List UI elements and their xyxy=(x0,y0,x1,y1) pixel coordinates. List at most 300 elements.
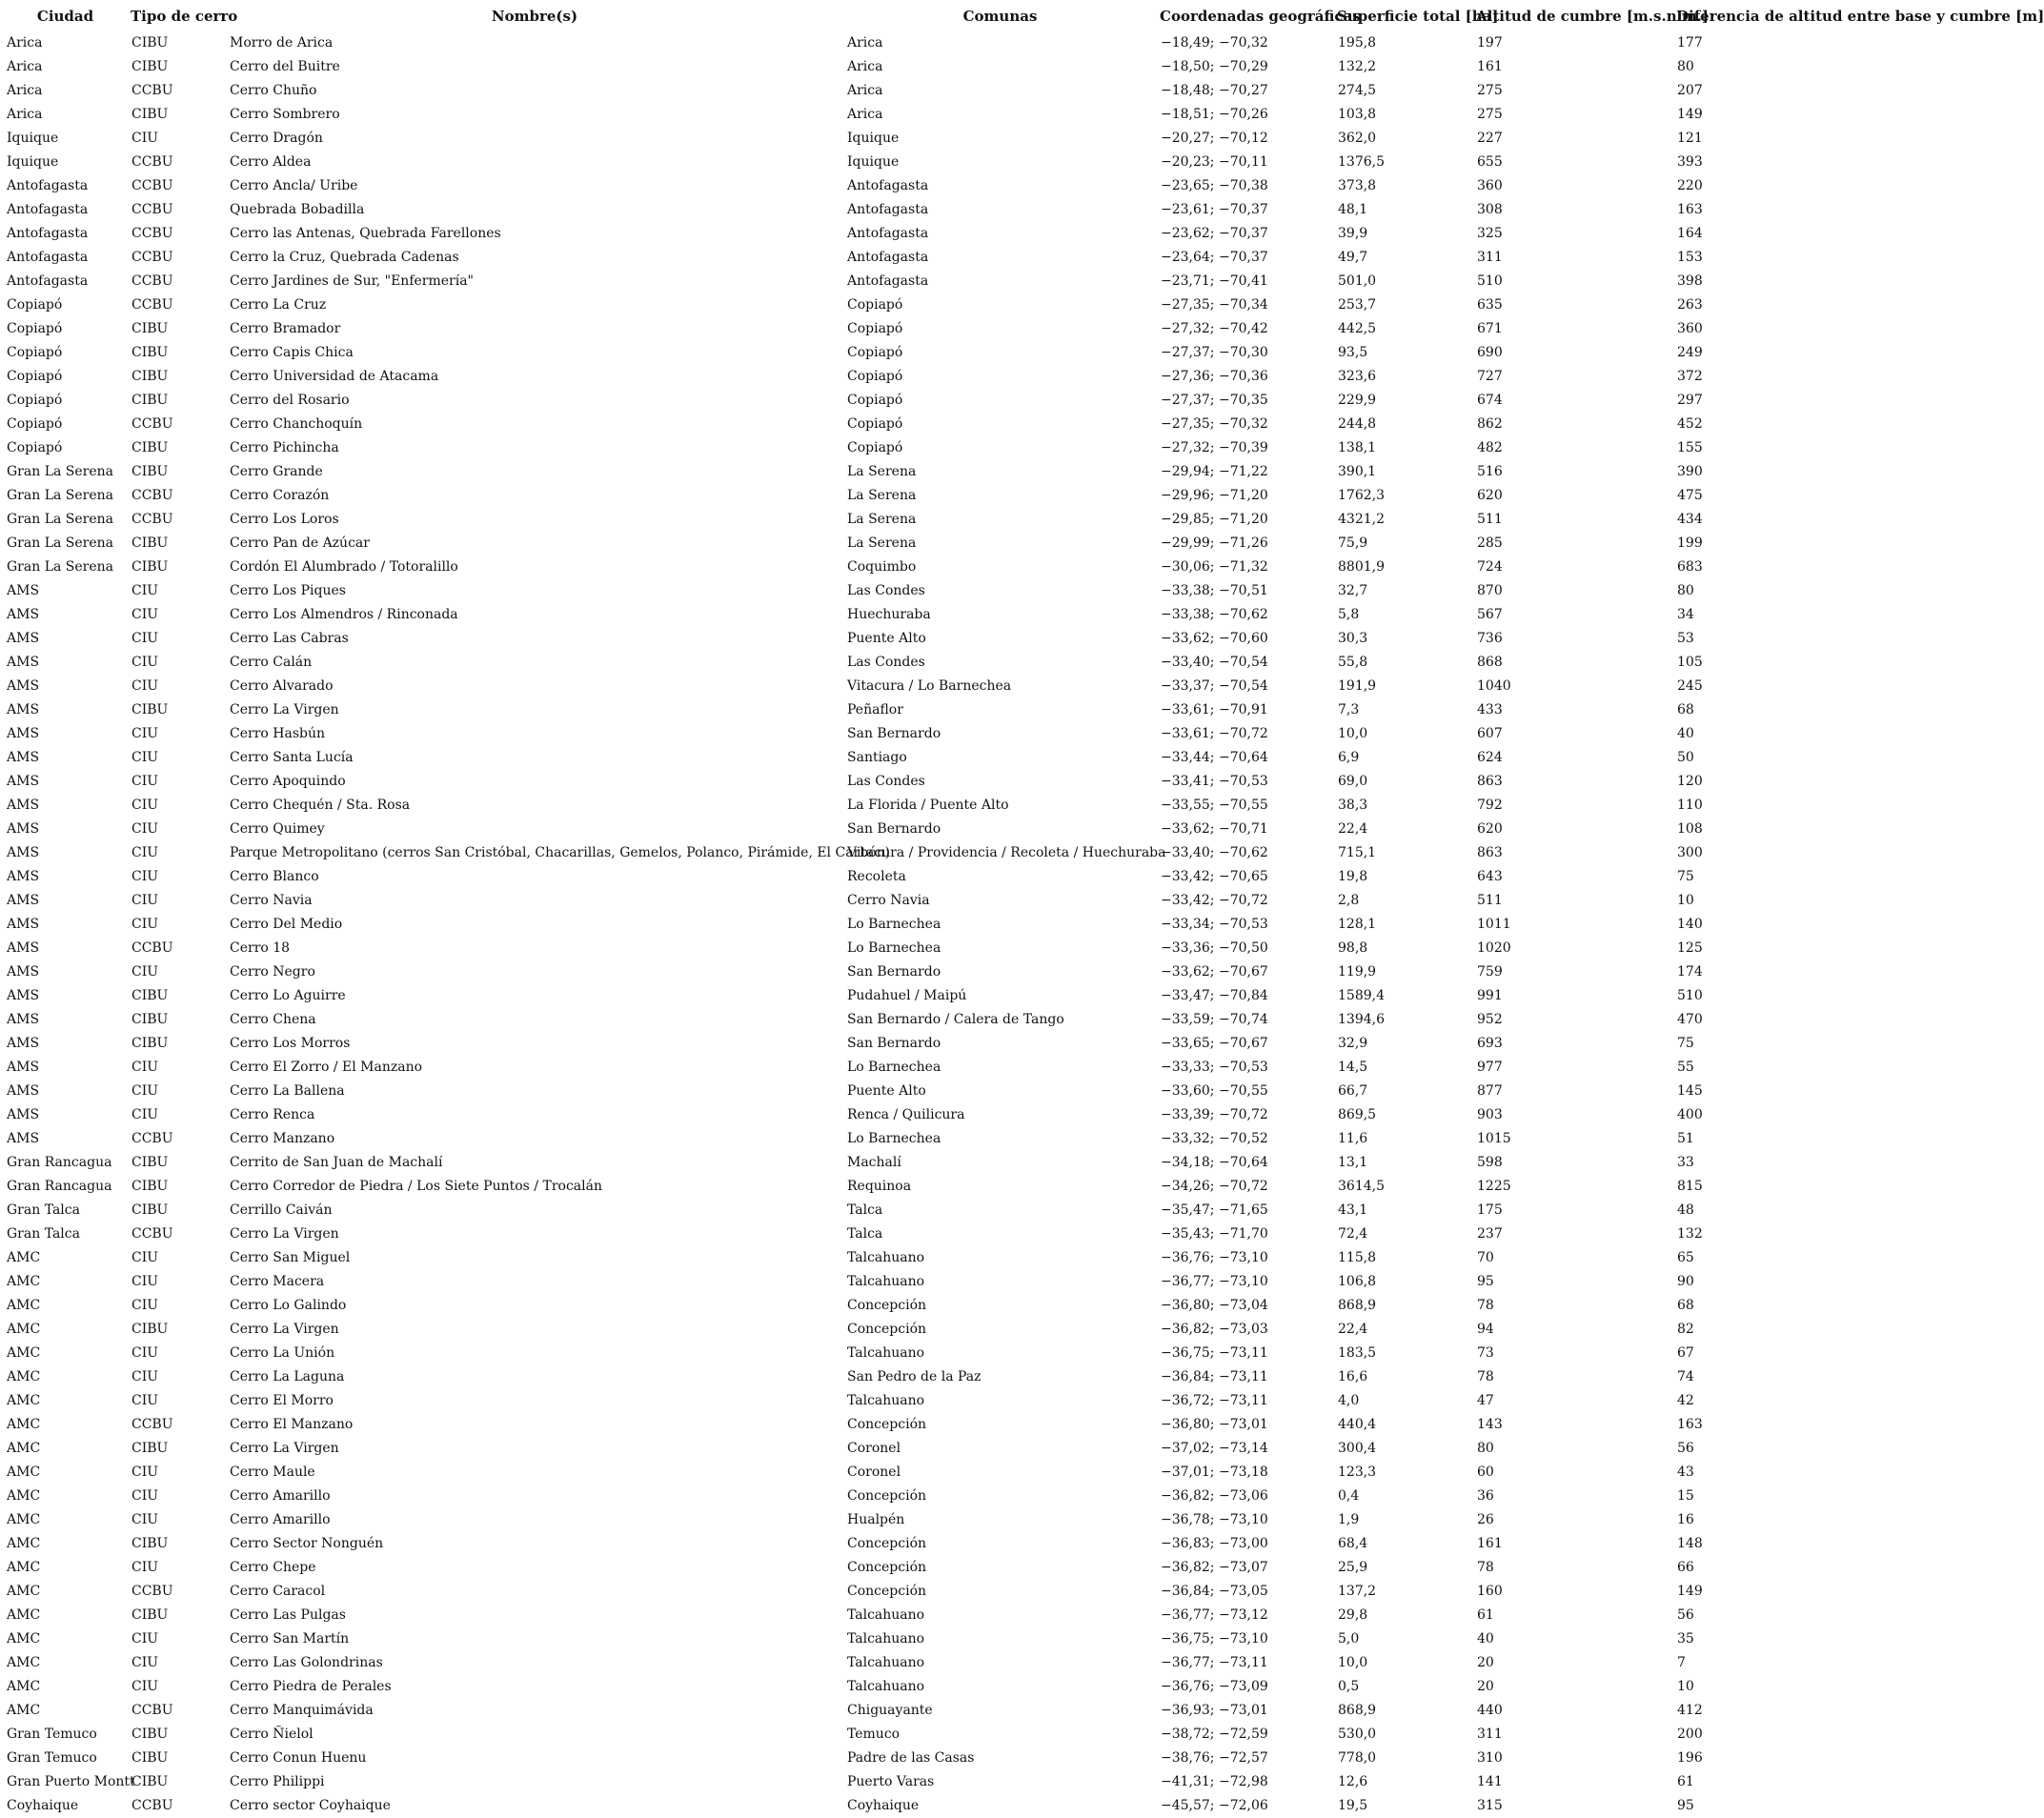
cell-diferencia: 199 xyxy=(1677,535,1703,551)
cell-diferencia: 149 xyxy=(1677,1584,1703,1599)
cell-coordenadas: −33,44; −70,64 xyxy=(1161,750,1268,765)
cell-comunas: Iquique xyxy=(847,154,900,170)
cell-nombre: Quebrada Bobadilla xyxy=(230,202,365,217)
cell-coordenadas: −36,80; −73,01 xyxy=(1161,1417,1268,1432)
table-row xyxy=(0,222,1988,246)
cell-ciudad: AMS xyxy=(7,631,40,646)
cell-superficie: 390,1 xyxy=(1338,464,1377,479)
cell-coordenadas: −29,85; −71,20 xyxy=(1161,512,1268,527)
cell-comunas: San Bernardo xyxy=(847,964,941,980)
cell-coordenadas: −38,76; −72,57 xyxy=(1161,1750,1268,1766)
cell-nombre: Cerro Pichincha xyxy=(230,440,339,455)
cell-comunas: Las Condes xyxy=(847,655,925,670)
cell-comunas: Talcahuano xyxy=(847,1631,925,1646)
cell-ciudad: AMS xyxy=(7,1060,40,1075)
cell-altitud: 47 xyxy=(1477,1393,1494,1408)
cell-coordenadas: −38,72; −72,59 xyxy=(1161,1727,1268,1742)
cell-comunas: Arica xyxy=(847,83,883,98)
cell-tipo: CCBU xyxy=(132,202,173,217)
cell-nombre: Cerro Renca xyxy=(230,1107,315,1122)
cell-nombre: Cerro Las Cabras xyxy=(230,631,349,646)
cell-comunas: Puerto Varas xyxy=(847,1774,935,1789)
cell-ciudad: Gran Talca xyxy=(7,1226,80,1242)
cell-coordenadas: −33,38; −70,62 xyxy=(1161,607,1268,622)
cell-superficie: 39,9 xyxy=(1338,226,1368,241)
cell-ciudad: AMC xyxy=(7,1512,41,1527)
table-row xyxy=(0,532,1988,556)
cell-tipo: CIBU xyxy=(132,464,169,479)
table-row xyxy=(0,1556,1988,1580)
cell-coordenadas: −35,47; −71,65 xyxy=(1161,1202,1268,1218)
cell-comunas: Renca / Quilicura xyxy=(847,1107,965,1122)
cell-coordenadas: −33,32; −70,52 xyxy=(1161,1131,1268,1146)
cell-coordenadas: −33,62; −70,60 xyxy=(1161,631,1268,646)
cell-ciudad: AMC xyxy=(7,1560,41,1575)
cell-diferencia: 683 xyxy=(1677,559,1703,575)
cell-coordenadas: −36,80; −73,04 xyxy=(1161,1298,1268,1313)
cell-altitud: 1015 xyxy=(1477,1131,1511,1146)
cell-comunas: Talcahuano xyxy=(847,1655,925,1670)
table-row xyxy=(0,770,1988,794)
cell-comunas: La Serena xyxy=(847,488,917,503)
cell-coordenadas: −36,76; −73,10 xyxy=(1161,1250,1268,1265)
cell-superficie: 19,5 xyxy=(1338,1798,1368,1813)
cell-coordenadas: −41,31; −72,98 xyxy=(1161,1774,1268,1789)
cell-ciudad: AMC xyxy=(7,1250,41,1265)
cell-coordenadas: −33,34; −70,53 xyxy=(1161,917,1268,932)
cell-nombre: Cerro Del Medio xyxy=(230,917,343,932)
cell-tipo: CCBU xyxy=(132,297,173,313)
cell-ciudad: AMC xyxy=(7,1393,41,1408)
cell-coordenadas: −23,71; −70,41 xyxy=(1161,273,1268,289)
table-row xyxy=(0,484,1988,508)
cell-coordenadas: −36,84; −73,11 xyxy=(1161,1369,1268,1384)
cell-nombre: Cerro Amarillo xyxy=(230,1488,331,1504)
cell-superficie: 778,0 xyxy=(1338,1750,1377,1766)
table-row xyxy=(0,1365,1988,1389)
table-row xyxy=(0,31,1988,55)
cell-superficie: 1376,5 xyxy=(1338,154,1385,170)
cell-diferencia: 15 xyxy=(1677,1488,1694,1504)
cell-altitud: 285 xyxy=(1477,535,1503,551)
cell-comunas: Las Condes xyxy=(847,583,925,598)
cell-ciudad: AMC xyxy=(7,1536,41,1551)
table-row xyxy=(0,413,1988,436)
cell-ciudad: Copiapó xyxy=(7,297,63,313)
cell-diferencia: 412 xyxy=(1677,1703,1703,1718)
cell-diferencia: 145 xyxy=(1677,1083,1703,1099)
cell-tipo: CCBU xyxy=(132,512,173,527)
table-row xyxy=(0,1747,1988,1770)
cell-superficie: 7,3 xyxy=(1338,702,1360,717)
cell-nombre: Cerro Aldea xyxy=(230,154,312,170)
cell-comunas: Peñaflor xyxy=(847,702,903,717)
cell-nombre: Cerro La Laguna xyxy=(230,1369,345,1384)
cell-altitud: 161 xyxy=(1477,1536,1503,1551)
cell-coordenadas: −36,82; −73,06 xyxy=(1161,1488,1268,1504)
table-row xyxy=(0,1461,1988,1485)
cell-ciudad: Arica xyxy=(7,35,43,50)
cell-coordenadas: −37,02; −73,14 xyxy=(1161,1441,1268,1456)
cell-superficie: 530,0 xyxy=(1338,1727,1377,1742)
cell-diferencia: 90 xyxy=(1677,1274,1694,1289)
cell-coordenadas: −45,57; −72,06 xyxy=(1161,1798,1268,1813)
cell-ciudad: AMC xyxy=(7,1607,41,1623)
cell-ciudad: AMC xyxy=(7,1322,41,1337)
cell-coordenadas: −36,83; −73,00 xyxy=(1161,1536,1268,1551)
cell-coordenadas: −27,35; −70,34 xyxy=(1161,297,1268,313)
table-row xyxy=(0,556,1988,579)
cell-nombre: Cordón El Alumbrado / Totoralillo xyxy=(230,559,458,575)
cell-superficie: 48,1 xyxy=(1338,202,1368,217)
cell-diferencia: 56 xyxy=(1677,1607,1694,1623)
cell-ciudad: AMC xyxy=(7,1655,41,1670)
cell-diferencia: 75 xyxy=(1677,869,1694,884)
cell-ciudad: Antofagasta xyxy=(7,273,89,289)
cell-coordenadas: −33,42; −70,65 xyxy=(1161,869,1268,884)
cell-diferencia: 50 xyxy=(1677,750,1694,765)
cell-nombre: Cerro Amarillo xyxy=(230,1512,331,1527)
cell-comunas: Talcahuano xyxy=(847,1345,925,1361)
cell-superficie: 32,7 xyxy=(1338,583,1368,598)
cell-diferencia: 75 xyxy=(1677,1036,1694,1051)
cell-ciudad: Gran La Serena xyxy=(7,535,113,551)
cell-nombre: Cerro San Miguel xyxy=(230,1250,351,1265)
cell-altitud: 862 xyxy=(1477,416,1503,432)
table-row xyxy=(0,698,1988,722)
cell-nombre: Cerrito de San Juan de Machalí xyxy=(230,1155,443,1170)
cell-altitud: 70 xyxy=(1477,1250,1494,1265)
cell-nombre: Cerro Alvarado xyxy=(230,678,334,694)
cell-ciudad: AMS xyxy=(7,750,40,765)
cell-coordenadas: −18,49; −70,32 xyxy=(1161,35,1268,50)
cell-diferencia: 67 xyxy=(1677,1345,1694,1361)
cell-coordenadas: −36,75; −73,10 xyxy=(1161,1631,1268,1646)
cell-altitud: 620 xyxy=(1477,821,1503,837)
table-row xyxy=(0,365,1988,389)
cell-superficie: 1589,4 xyxy=(1338,988,1385,1003)
cell-tipo: CIU xyxy=(132,631,159,646)
header-superficie: Superficie total [ha] xyxy=(1337,7,1499,25)
cell-superficie: 16,6 xyxy=(1338,1369,1368,1384)
cell-altitud: 671 xyxy=(1477,321,1503,336)
cell-diferencia: 263 xyxy=(1677,297,1703,313)
cell-ciudad: Antofagasta xyxy=(7,226,89,241)
cell-diferencia: 95 xyxy=(1677,1798,1694,1813)
cell-tipo: CIU xyxy=(132,917,159,932)
cell-superficie: 0,5 xyxy=(1338,1679,1360,1694)
cell-nombre: Cerro Universidad de Atacama xyxy=(230,369,439,384)
cell-diferencia: 35 xyxy=(1677,1631,1694,1646)
cell-superficie: 13,1 xyxy=(1338,1155,1368,1170)
header-coordenadas: Coordenadas geográficas xyxy=(1160,7,1361,25)
cell-comunas: San Bernardo xyxy=(847,821,941,837)
cell-coordenadas: −36,82; −73,07 xyxy=(1161,1560,1268,1575)
cell-diferencia: 105 xyxy=(1677,655,1703,670)
cell-altitud: 863 xyxy=(1477,774,1503,789)
cell-nombre: Morro de Arica xyxy=(230,35,334,50)
cell-tipo: CCBU xyxy=(132,488,173,503)
cell-superficie: 138,1 xyxy=(1338,440,1377,455)
cell-tipo: CIU xyxy=(132,774,159,789)
cell-altitud: 620 xyxy=(1477,488,1503,503)
cell-comunas: Coyhaique xyxy=(847,1798,920,1813)
cell-diferencia: 108 xyxy=(1677,821,1703,837)
cell-ciudad: AMC xyxy=(7,1298,41,1313)
cell-ciudad: Copiapó xyxy=(7,440,63,455)
cell-ciudad: Gran Temuco xyxy=(7,1727,97,1742)
cell-coordenadas: −18,48; −70,27 xyxy=(1161,83,1268,98)
cell-ciudad: Gran Rancagua xyxy=(7,1155,112,1170)
cell-coordenadas: −23,65; −70,38 xyxy=(1161,178,1268,193)
cell-comunas: La Serena xyxy=(847,535,917,551)
cell-superficie: 8801,9 xyxy=(1338,559,1385,575)
cell-comunas: Copiapó xyxy=(847,345,903,360)
cell-diferencia: 42 xyxy=(1677,1393,1694,1408)
cell-ciudad: Arica xyxy=(7,59,43,74)
cell-superficie: 868,9 xyxy=(1338,1703,1377,1718)
cell-diferencia: 80 xyxy=(1677,583,1694,598)
cell-altitud: 40 xyxy=(1477,1631,1494,1646)
cell-tipo: CIBU xyxy=(132,1607,169,1623)
cell-tipo: CIU xyxy=(132,1679,159,1694)
cell-superficie: 32,9 xyxy=(1338,1036,1368,1051)
table-row xyxy=(0,1532,1988,1556)
cell-tipo: CIU xyxy=(132,845,159,860)
cell-coordenadas: −23,62; −70,37 xyxy=(1161,226,1268,241)
cell-nombre: Cerro La Unión xyxy=(230,1345,335,1361)
table-row xyxy=(0,508,1988,532)
cell-altitud: 143 xyxy=(1477,1417,1503,1432)
table-row xyxy=(0,1103,1988,1127)
cell-tipo: CIU xyxy=(132,1512,159,1527)
cell-nombre: Cerro Corredor de Piedra / Los Siete Puntos / Trocalán xyxy=(230,1179,602,1194)
cell-superficie: 362,0 xyxy=(1338,131,1377,146)
cell-superficie: 4,0 xyxy=(1338,1393,1360,1408)
cell-coordenadas: −36,93; −73,01 xyxy=(1161,1703,1268,1718)
cell-superficie: 10,0 xyxy=(1338,726,1368,741)
cell-diferencia: 434 xyxy=(1677,512,1703,527)
table-row xyxy=(0,103,1988,127)
cell-tipo: CIU xyxy=(132,1274,159,1289)
cell-nombre: Cerro Sector Nonguén xyxy=(230,1536,384,1551)
cell-nombre: Cerro Piedra de Perales xyxy=(230,1679,392,1694)
cell-coordenadas: −33,40; −70,54 xyxy=(1161,655,1268,670)
cell-comunas: Iquique xyxy=(847,131,900,146)
cell-tipo: CIBU xyxy=(132,1202,169,1218)
cell-coordenadas: −20,23; −70,11 xyxy=(1161,154,1268,170)
header-ciudad: Ciudad xyxy=(36,7,94,25)
cell-diferencia: 65 xyxy=(1677,1250,1694,1265)
cell-coordenadas: −27,32; −70,39 xyxy=(1161,440,1268,455)
cell-nombre: Cerro Corazón xyxy=(230,488,330,503)
table-row xyxy=(0,794,1988,818)
cell-tipo: CIU xyxy=(132,1250,159,1265)
cell-superficie: 43,1 xyxy=(1338,1202,1368,1218)
cell-comunas: Talcahuano xyxy=(847,1393,925,1408)
cell-diferencia: 125 xyxy=(1677,940,1703,956)
cell-ciudad: Gran La Serena xyxy=(7,559,113,575)
cell-nombre: Cerro Santa Lucía xyxy=(230,750,354,765)
cell-tipo: CIBU xyxy=(132,1727,169,1742)
cell-coordenadas: −20,27; −70,12 xyxy=(1161,131,1268,146)
cell-tipo: CIBU xyxy=(132,1750,169,1766)
cell-comunas: Puente Alto xyxy=(847,1083,926,1099)
cell-superficie: 4321,2 xyxy=(1338,512,1385,527)
cell-coordenadas: −36,76; −73,09 xyxy=(1161,1679,1268,1694)
table-body xyxy=(0,31,1988,1818)
cell-nombre: Cerro La Cruz xyxy=(230,297,327,313)
cell-nombre: Cerro Chena xyxy=(230,1012,316,1027)
cell-tipo: CIU xyxy=(132,869,159,884)
cell-tipo: CIBU xyxy=(132,1536,169,1551)
cell-diferencia: 10 xyxy=(1677,1679,1694,1694)
cell-comunas: Copiapó xyxy=(847,440,903,455)
cell-coordenadas: −36,77; −73,11 xyxy=(1161,1655,1268,1670)
cell-coordenadas: −36,75; −73,11 xyxy=(1161,1345,1268,1361)
cell-coordenadas: −34,18; −70,64 xyxy=(1161,1155,1268,1170)
cell-ciudad: Arica xyxy=(7,83,43,98)
cell-nombre: Cerro Grande xyxy=(230,464,323,479)
cell-altitud: 877 xyxy=(1477,1083,1503,1099)
table-row xyxy=(0,603,1988,627)
table-row xyxy=(0,1127,1988,1151)
cell-coordenadas: −33,37; −70,54 xyxy=(1161,678,1268,694)
table-row xyxy=(0,889,1988,913)
cell-comunas: La Serena xyxy=(847,464,917,479)
cell-coordenadas: −33,62; −70,67 xyxy=(1161,964,1268,980)
cell-nombre: Cerro Calán xyxy=(230,655,313,670)
cell-coordenadas: −27,36; −70,36 xyxy=(1161,369,1268,384)
cell-ciudad: Coyhaique xyxy=(7,1798,79,1813)
cell-superficie: 119,9 xyxy=(1338,964,1377,980)
cell-tipo: CIU xyxy=(132,1560,159,1575)
table-row xyxy=(0,1175,1988,1199)
cell-altitud: 870 xyxy=(1477,583,1503,598)
cell-comunas: Antofagasta xyxy=(847,178,929,193)
cell-diferencia: 372 xyxy=(1677,369,1703,384)
cell-tipo: CCBU xyxy=(132,178,173,193)
cell-tipo: CIU xyxy=(132,1107,159,1122)
cell-diferencia: 163 xyxy=(1677,1417,1703,1432)
table-row xyxy=(0,579,1988,603)
cell-nombre: Cerro Los Morros xyxy=(230,1036,351,1051)
cell-diferencia: 470 xyxy=(1677,1012,1703,1027)
cell-comunas: Concepción xyxy=(847,1417,927,1432)
cell-tipo: CIU xyxy=(132,1655,159,1670)
cell-altitud: 20 xyxy=(1477,1655,1494,1670)
cell-ciudad: AMS xyxy=(7,988,40,1003)
cell-ciudad: AMS xyxy=(7,726,40,741)
table-row xyxy=(0,317,1988,341)
cell-comunas: Lo Barnechea xyxy=(847,940,941,956)
cell-nombre: Cerro Chanchoquín xyxy=(230,416,363,432)
cell-coordenadas: −37,01; −73,18 xyxy=(1161,1464,1268,1480)
cell-altitud: 736 xyxy=(1477,631,1503,646)
cell-diferencia: 149 xyxy=(1677,107,1703,122)
cell-tipo: CCBU xyxy=(132,1703,173,1718)
cell-nombre: Cerro Bramador xyxy=(230,321,341,336)
cell-superficie: 106,8 xyxy=(1338,1274,1377,1289)
cell-nombre: Cerro Los Piques xyxy=(230,583,346,598)
table-row xyxy=(0,79,1988,103)
cell-altitud: 78 xyxy=(1477,1560,1494,1575)
cell-ciudad: Copiapó xyxy=(7,345,63,360)
cell-comunas: Talcahuano xyxy=(847,1607,925,1623)
cell-comunas: Padre de las Casas xyxy=(847,1750,975,1766)
cell-superficie: 25,9 xyxy=(1338,1560,1368,1575)
cell-superficie: 323,6 xyxy=(1338,369,1377,384)
cell-comunas: Copiapó xyxy=(847,393,903,408)
cell-tipo: CIBU xyxy=(132,988,169,1003)
cell-comunas: Antofagasta xyxy=(847,202,929,217)
cell-altitud: 275 xyxy=(1477,107,1503,122)
cell-diferencia: 510 xyxy=(1677,988,1703,1003)
cell-comunas: Concepción xyxy=(847,1536,927,1551)
cell-comunas: Chiguayante xyxy=(847,1703,933,1718)
table-row xyxy=(0,1580,1988,1604)
cell-diferencia: 74 xyxy=(1677,1369,1694,1384)
cell-nombre: Cerro Sombrero xyxy=(230,107,340,122)
cell-ciudad: Gran La Serena xyxy=(7,464,113,479)
cell-tipo: CIU xyxy=(132,964,159,980)
cell-ciudad: AMC xyxy=(7,1441,41,1456)
cell-diferencia: 40 xyxy=(1677,726,1694,741)
cell-nombre: Cerrillo Caiván xyxy=(230,1202,333,1218)
cell-superficie: 0,4 xyxy=(1338,1488,1360,1504)
cell-comunas: Copiapó xyxy=(847,321,903,336)
table-row xyxy=(0,1199,1988,1222)
cell-superficie: 22,4 xyxy=(1338,1322,1368,1337)
cell-superficie: 373,8 xyxy=(1338,178,1377,193)
cell-coordenadas: −33,59; −70,74 xyxy=(1161,1012,1268,1027)
cell-diferencia: 121 xyxy=(1677,131,1703,146)
cell-nombre: Cerro Chequén / Sta. Rosa xyxy=(230,798,411,813)
cell-coordenadas: −27,37; −70,30 xyxy=(1161,345,1268,360)
cell-comunas: Talcahuano xyxy=(847,1274,925,1289)
table-row xyxy=(0,460,1988,484)
cell-tipo: CIBU xyxy=(132,535,169,551)
cell-diferencia: 200 xyxy=(1677,1727,1703,1742)
cell-diferencia: 220 xyxy=(1677,178,1703,193)
table-row xyxy=(0,984,1988,1008)
cell-ciudad: AMC xyxy=(7,1464,41,1480)
cell-tipo: CIU xyxy=(132,1488,159,1504)
cell-tipo: CCBU xyxy=(132,273,173,289)
cell-ciudad: AMS xyxy=(7,607,40,622)
cell-altitud: 440 xyxy=(1477,1703,1503,1718)
cell-comunas: Pudahuel / Maipú xyxy=(847,988,967,1003)
cell-ciudad: AMC xyxy=(7,1703,41,1718)
cell-superficie: 869,5 xyxy=(1338,1107,1377,1122)
cell-superficie: 66,7 xyxy=(1338,1083,1368,1099)
cell-altitud: 325 xyxy=(1477,226,1503,241)
cell-comunas: La Serena xyxy=(847,512,917,527)
cell-coordenadas: −27,37; −70,35 xyxy=(1161,393,1268,408)
cell-comunas: Vitacura / Lo Barnechea xyxy=(847,678,1012,694)
cell-ciudad: AMS xyxy=(7,940,40,956)
cell-altitud: 161 xyxy=(1477,59,1503,74)
cell-nombre: Cerro Blanco xyxy=(230,869,319,884)
cell-nombre: Cerro La Virgen xyxy=(230,702,339,717)
cell-ciudad: AMC xyxy=(7,1631,41,1646)
cell-coordenadas: −23,64; −70,37 xyxy=(1161,250,1268,265)
cell-nombre: Cerro Ancla/ Uribe xyxy=(230,178,358,193)
cell-tipo: CIU xyxy=(132,1345,159,1361)
cell-coordenadas: −23,61; −70,37 xyxy=(1161,202,1268,217)
cell-tipo: CCBU xyxy=(132,250,173,265)
table-row xyxy=(0,246,1988,270)
